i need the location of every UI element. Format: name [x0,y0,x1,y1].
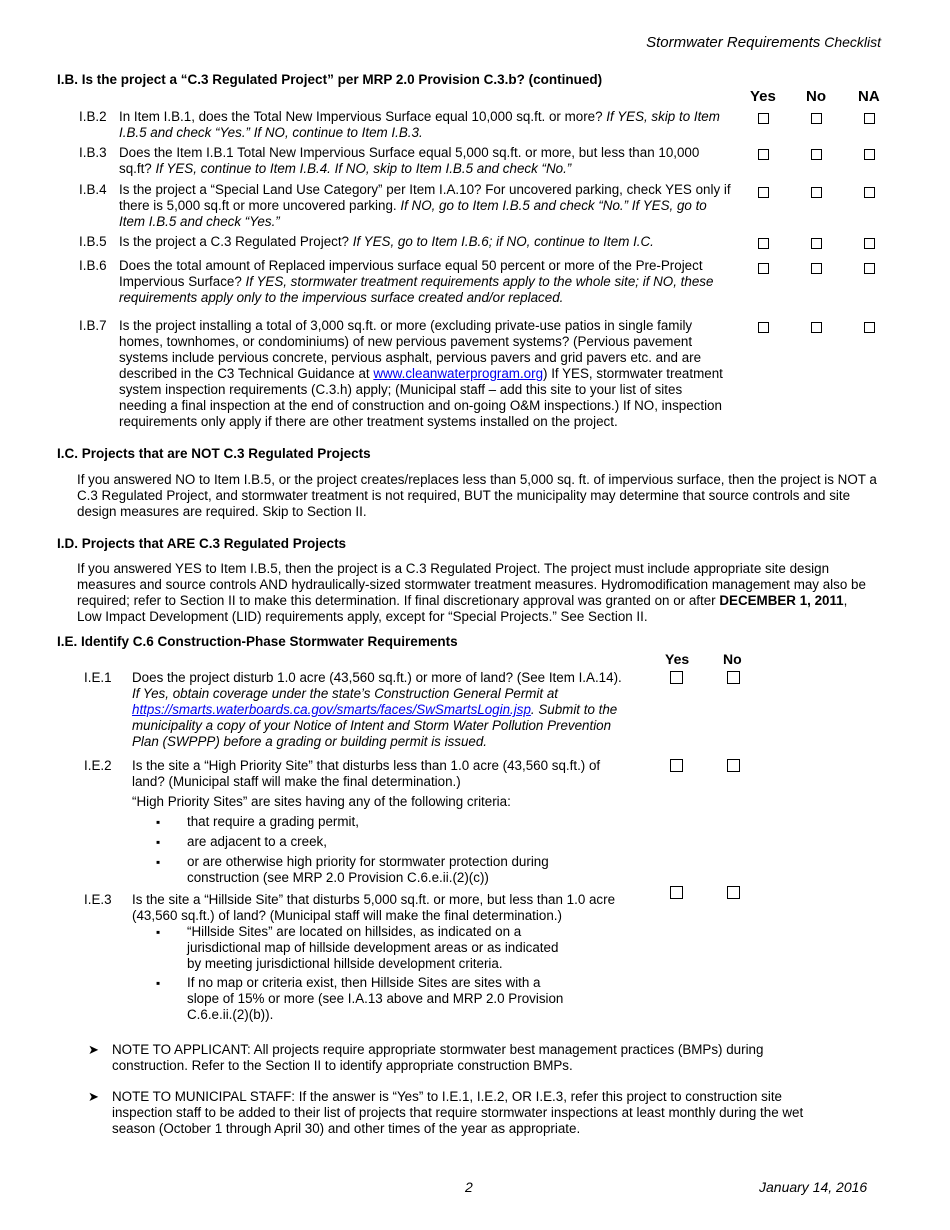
paragraph-text: If you answered YES to Item I.B.5, then the project is a C.3 Regulated Project. The project must include appropriate site design measures and source controls AND hydraulically-sized stormwater treatment measures. Hydromodification management may also be required; refer to Section II to make this determination. If final discretionary approval was granted on or after [77,561,866,608]
item-text: Does the Item I.B.1 Total New Impervious Surface equal 5,000 sq.ft. or more, but less than 10,000 sq.ft? [119,145,700,176]
item-text: Does the project disturb 1.0 acre (43,560 sq.ft.) or more of land? (See Item I.A.14). [132,670,622,685]
ib4-no-checkbox[interactable] [811,187,822,198]
ie2-yes-checkbox[interactable] [670,759,683,772]
item-text: Is the project a “Special Land Use Category” per Item I.A.10? For uncovered parking, check YES only if there is 5,000 sq.ft or more uncovered parking. [119,182,731,213]
item-ie3-text [132,892,624,1023]
header-title: Stormwater Requirements [646,34,821,51]
item-number: I.E.2 [84,758,112,773]
note-to-municipal-staff [88,1089,836,1137]
ib7-no-checkbox[interactable] [811,322,822,333]
column-no: No [806,88,826,105]
item-ib7-text [119,318,733,430]
ib7-yes-checkbox[interactable] [758,322,769,333]
item-ie1-text [132,670,632,750]
note-to-applicant [88,1042,808,1074]
page-number: 2 [465,1179,473,1195]
item-text: Is the project installing a total of 3,000 sq.ft. or more (excluding private-use patios in single family homes, townhomes, or condominiums) of new pervious pavement systems? (Pervious pavement systems include pervious concrete, pervious asphalt, pervious pavers and grid pavers etc. and are described in the C3 Technical Guidance at [119,318,702,381]
ib2-no-checkbox[interactable] [811,113,822,124]
ib7-na-checkbox[interactable] [864,322,875,333]
item-text: Is the site a “High Priority Site” that disturbs less than 1.0 acre (43,560 sq.ft.) of land? (Municipal staff will make the final determination.) [132,758,601,789]
ie1-no-checkbox[interactable] [727,671,740,684]
section-ic-title: I.C. Projects that are NOT C.3 Regulated Projects [57,446,371,461]
item-instruction: . Submit to the municipality a copy of your Notice of Intent and Storm Water Pollution Prevention Plan (SWPPP) before a grading or building permit is issued. [132,702,618,749]
document-header [646,34,881,51]
ib3-yes-checkbox[interactable] [758,149,769,160]
item-number: I.B.2 [79,109,107,124]
item-ib4-text [119,182,731,230]
item-number: I.B.6 [79,258,107,273]
cleanwaterprogram-link[interactable]: www.cleanwaterprogram.org [373,366,544,381]
section-id-title: I.D. Projects that ARE C.3 Regulated Projects [57,536,347,551]
ib4-na-checkbox[interactable] [864,187,875,198]
column-yes: Yes [665,651,690,667]
ie3-no-checkbox[interactable] [727,886,740,899]
item-instruction: If Yes, obtain coverage under the state’s Construction General Permit at [132,686,559,701]
list-item: ▪ If no map or criteria exist, then Hillside Sites are sites with a slope of 15% or more (see I.A.13 above and MRP 2.0 Provision C.6.e.ii.(2)(b)). [131,975,571,1023]
ib2-yes-checkbox[interactable] [758,113,769,124]
item-number: I.B.7 [79,318,107,333]
ib6-na-checkbox[interactable] [864,263,875,274]
section-ib-title: I.B. Is the project a “C.3 Regulated Project” per MRP 2.0 Provision C.3.b? (continued) [57,72,603,87]
ib5-yes-checkbox[interactable] [758,238,769,249]
item-number: I.E.1 [84,670,112,685]
note-text: NOTE TO MUNICIPAL STAFF: If the answer is “Yes” to I.E.1, I.E.2, OR I.E.3, refer this project to construction site inspection staff to be added to their list of projects that require stormwater inspections at least monthly during the wet season (October 1 through April 30) and other times of the year as appropriate. [112,1089,804,1136]
ib3-no-checkbox[interactable] [811,149,822,160]
item-instruction: If NO, go to Item I.B.5 and check “No.” If YES, go to Item I.B.5 and check “Yes.” [119,198,707,229]
date-emphasis: DECEMBER 1, 2011 [719,593,844,608]
item-instruction: If YES, continue to Item I.B.4. If NO, skip to Item I.B.5 and check “No.” [155,161,572,176]
note-text: NOTE TO APPLICANT: All projects require appropriate stormwater best management practices (BMPs) during construction. Refer to the Section II to identify appropriate construction BMPs. [112,1042,764,1073]
list-item: ▪ that require a grading permit, [131,814,571,830]
ie2-no-checkbox[interactable] [727,759,740,772]
column-no: No [723,651,742,667]
item-ie2-text [132,758,622,886]
item-number: I.B.3 [79,145,107,160]
item-number: I.B.4 [79,182,107,197]
item-ib2-text [119,109,731,141]
list-item: ▪ are adjacent to a creek, [131,834,571,850]
footer-date: January 14, 2016 [759,1179,868,1195]
item-instruction: If YES, go to Item I.B.6; if NO, continue to Item I.C. [352,234,654,249]
item-ib5-text [119,234,731,250]
item-number: I.E.3 [84,892,112,907]
ib5-na-checkbox[interactable] [864,238,875,249]
column-na: NA [858,88,880,105]
item-text: Does the total amount of Replaced impervious surface equal 50 percent or more of the Pre-Project Impervious Surface? [119,258,703,289]
section-ic-body: If you answered NO to Item I.B.5, or the project creates/replaces less than 5,000 sq. ft. of impervious surface, then the project is NOT a C.3 Regulated Project, and stormwater treatment is not required, BUT the municipality may determine that source controls and site design measures are required. Skip to Section II. [77,472,877,519]
column-yes: Yes [750,88,776,105]
ib2-na-checkbox[interactable] [864,113,875,124]
smarts-link[interactable]: https://smarts.waterboards.ca.gov/smarts/faces/SwSmartsLogin.jsp [132,702,531,717]
section-ie-title: I.E. Identify C.6 Construction-Phase Stormwater Requirements [57,634,458,649]
item-text: Is the site a “Hillside Site” that disturbs 5,000 sq.ft. or more, but less than 1.0 acre (43,560 sq.ft.) of land? (Municipal staff will make the final determination.) [132,892,616,923]
item-subtext: “High Priority Sites” are sites having any of the following criteria: [132,794,511,809]
ib5-no-checkbox[interactable] [811,238,822,249]
header-subtitle: Checklist [820,34,881,50]
item-text: In Item I.B.1, does the Total New Impervious Surface equal 10,000 sq.ft. or more? [119,109,607,124]
ib6-no-checkbox[interactable] [811,263,822,274]
paragraph-text: , Low Impact Development (LID) requirements apply, except for “Special Projects.” See Section II. [77,593,848,624]
list-item: ▪ “Hillside Sites” are located on hillsides, as indicated on a jurisdictional map of hillside development areas or as indicated by meeting jurisdictional hillside development criteria. [131,924,571,972]
list-item: ▪ or are otherwise high priority for stormwater protection during construction (see MRP 2.0 Provision C.6.e.ii.(2)(c)) [131,854,571,886]
item-text: ) If YES, stormwater treatment system inspection requirements (C.3.h) apply; (Municipal staff – add this site to your list of sites needing a final inspection at the end of construction and on-going O&M inspections.) If NO, inspection requirements only apply if there are other treatment systems installed on the project. [119,366,723,429]
item-ib6-text [119,258,731,306]
item-text: Is the project a C.3 Regulated Project? [119,234,353,249]
arrow-bullet-icon: ➤ [88,1042,99,1057]
hillside-criteria-list [131,924,571,1023]
ie1-yes-checkbox[interactable] [670,671,683,684]
ib6-yes-checkbox[interactable] [758,263,769,274]
item-ib3-text [119,145,731,177]
item-number: I.B.5 [79,234,107,249]
item-instruction: If YES, skip to Item I.B.5 and check “Yes.” If NO, continue to Item I.B.3. [119,109,720,140]
arrow-bullet-icon: ➤ [88,1089,99,1104]
ie3-yes-checkbox[interactable] [670,886,683,899]
ib3-na-checkbox[interactable] [864,149,875,160]
section-id-body [77,561,875,625]
high-priority-criteria-list [131,814,571,886]
item-instruction: If YES, stormwater treatment requirements apply to the whole site; if NO, these requirements apply only to the impervious surface created and/or replaced. [119,274,714,305]
ib4-yes-checkbox[interactable] [758,187,769,198]
